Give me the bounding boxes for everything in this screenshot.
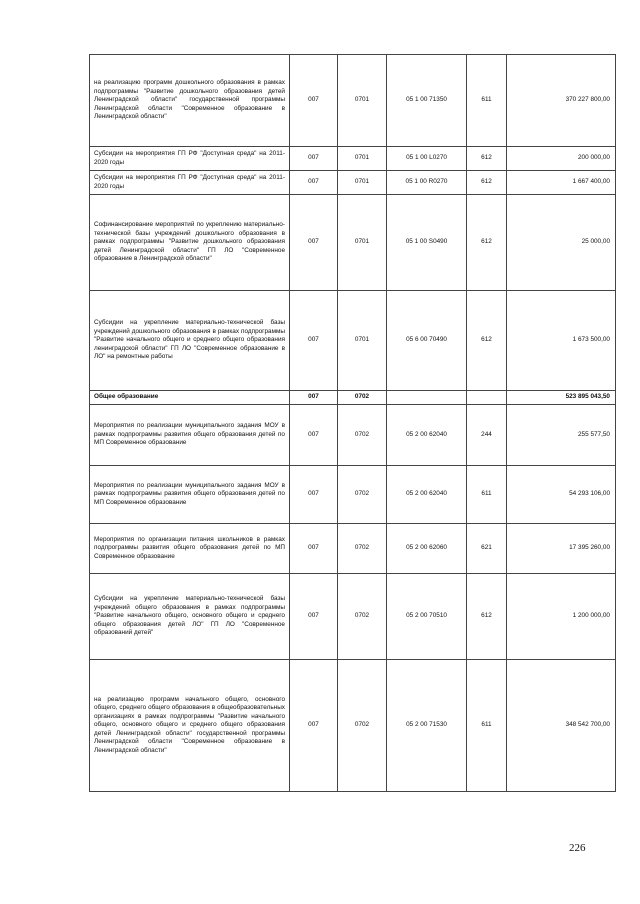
row-grbs-code: 007: [290, 405, 338, 466]
row-section-code: 0701: [338, 195, 387, 291]
row-target-code: 05 1 00 L0270: [387, 147, 467, 171]
row-target-code: 05 1 00 R0270: [387, 171, 467, 195]
row-expense-type: 244: [467, 405, 507, 466]
row-target-code: 05 6 00 70490: [387, 291, 467, 391]
row-target-code: 05 1 00 S0490: [387, 195, 467, 291]
row-description: Мероприятия по реализации муниципального задания МОУ в рамках подпрограммы развития общего образования детей по МП Современное образование: [90, 466, 290, 524]
row-grbs-code: 007: [290, 660, 338, 792]
row-grbs-code: 007: [290, 524, 338, 574]
row-section-code: 0702: [338, 405, 387, 466]
row-expense-type: 621: [467, 524, 507, 574]
row-section-code: 0701: [338, 171, 387, 195]
row-amount: 1 673 500,00: [507, 291, 616, 391]
row-section-code: 0702: [338, 574, 387, 660]
row-target-code: 05 2 00 62040: [387, 466, 467, 524]
row-grbs-code: 007: [290, 466, 338, 524]
row-expense-type: 612: [467, 291, 507, 391]
row-description: Субсидии на укрепление материально-технической базы учреждений общего образования в рамках подпрограммы "Развитие начального общего, основного общего и среднего общего образования детей ЛО" ГП ЛО "Современное образований детей": [90, 574, 290, 660]
table-row: [90, 291, 616, 391]
row-grbs-code: 007: [290, 171, 338, 195]
row-grbs-code: 007: [290, 147, 338, 171]
row-description: на реализацию программ начального общего, основного общего, среднего общего образования в общеобразовательных организациях в рамках подпрограммы "Развитие начального общего, основного общего и среднего общего образования детей Ленинградской области" государственной программы Ленинградской области "Современное образование в Ленинградской области": [90, 660, 290, 792]
row-amount: 1 200 000,00: [507, 574, 616, 660]
row-grbs-code: 007: [290, 391, 338, 405]
row-grbs-code: 007: [290, 195, 338, 291]
row-description: Мероприятия по организации питания школьников в рамках подпрограммы развития общего образования детей по МП Современное образование: [90, 524, 290, 574]
row-description: Субсидии на укрепление материально-технической базы учреждений дошкольного образования в рамках подпрограммы "Развитие начального общего и среднего общего образования ленинградской области" ГП ЛО "Современное образование в ЛО" на ремонтные работы: [90, 291, 290, 391]
page-number: 226: [569, 842, 586, 854]
row-expense-type: 612: [467, 574, 507, 660]
row-target-code: 05 1 00 71350: [387, 55, 467, 147]
row-amount: 17 395 260,00: [507, 524, 616, 574]
table-row: [90, 147, 616, 171]
row-amount: 25 000,00: [507, 195, 616, 291]
row-section-code: 0702: [338, 524, 387, 574]
row-amount: 54 293 106,00: [507, 466, 616, 524]
row-expense-type: 612: [467, 195, 507, 291]
row-amount: 1 667 400,00: [507, 171, 616, 195]
row-amount: 200 000,00: [507, 147, 616, 171]
table-row: [90, 660, 616, 792]
row-section-code: 0702: [338, 391, 387, 405]
row-description: Общее образование: [90, 391, 290, 405]
row-target-code: 05 2 00 62060: [387, 524, 467, 574]
row-target-code: [387, 391, 467, 405]
table-row: [90, 405, 616, 466]
row-grbs-code: 007: [290, 291, 338, 391]
row-target-code: 05 2 00 62040: [387, 405, 467, 466]
row-description: Субсидии на мероприятия ГП РФ "Доступная среда" на 2011-2020 годы: [90, 171, 290, 195]
table-row: [90, 171, 616, 195]
row-description: на реализацию программ дошкольного образования в рамках подпрограммы "Развитие дошкольного образования детей Ленинградской области" государственной программы Ленинградской области "Современное образование в Ленинградской области": [90, 55, 290, 147]
row-expense-type: 612: [467, 171, 507, 195]
row-amount: 348 542 700,00: [507, 660, 616, 792]
row-description: Софинансирование мероприятий по укреплению материально-технической базы учреждений дошкольного образования в рамках подпрограммы "Развитие дошкольного образования детей Ленинградской области" ГП ЛО "Современное образование в Ленинградской области": [90, 195, 290, 291]
budget-table: [89, 54, 616, 792]
row-expense-type: 611: [467, 55, 507, 147]
table-row: [90, 195, 616, 291]
row-expense-type: 612: [467, 147, 507, 171]
row-grbs-code: 007: [290, 55, 338, 147]
row-grbs-code: 007: [290, 574, 338, 660]
row-target-code: 05 2 00 70510: [387, 574, 467, 660]
row-section-code: 0702: [338, 466, 387, 524]
row-amount: 370 227 800,00: [507, 55, 616, 147]
row-expense-type: 611: [467, 466, 507, 524]
row-section-code: 0701: [338, 147, 387, 171]
row-amount: 255 577,50: [507, 405, 616, 466]
table-row-section-total: [90, 391, 616, 405]
row-description: Мероприятия по реализации муниципального задания МОУ в рамках подпрограммы развития общего образования детей по МП Современное образование: [90, 405, 290, 466]
row-target-code: 05 2 00 71530: [387, 660, 467, 792]
table-row: [90, 574, 616, 660]
row-amount: 523 895 043,50: [507, 391, 616, 405]
table-row: [90, 524, 616, 574]
table-row: [90, 55, 616, 147]
row-section-code: 0701: [338, 291, 387, 391]
row-description: Субсидии на мероприятия ГП РФ "Доступная среда" на 2011-2020 годы: [90, 147, 290, 171]
row-section-code: 0702: [338, 660, 387, 792]
row-expense-type: 611: [467, 660, 507, 792]
row-expense-type: [467, 391, 507, 405]
table-row: [90, 466, 616, 524]
row-section-code: 0701: [338, 55, 387, 147]
